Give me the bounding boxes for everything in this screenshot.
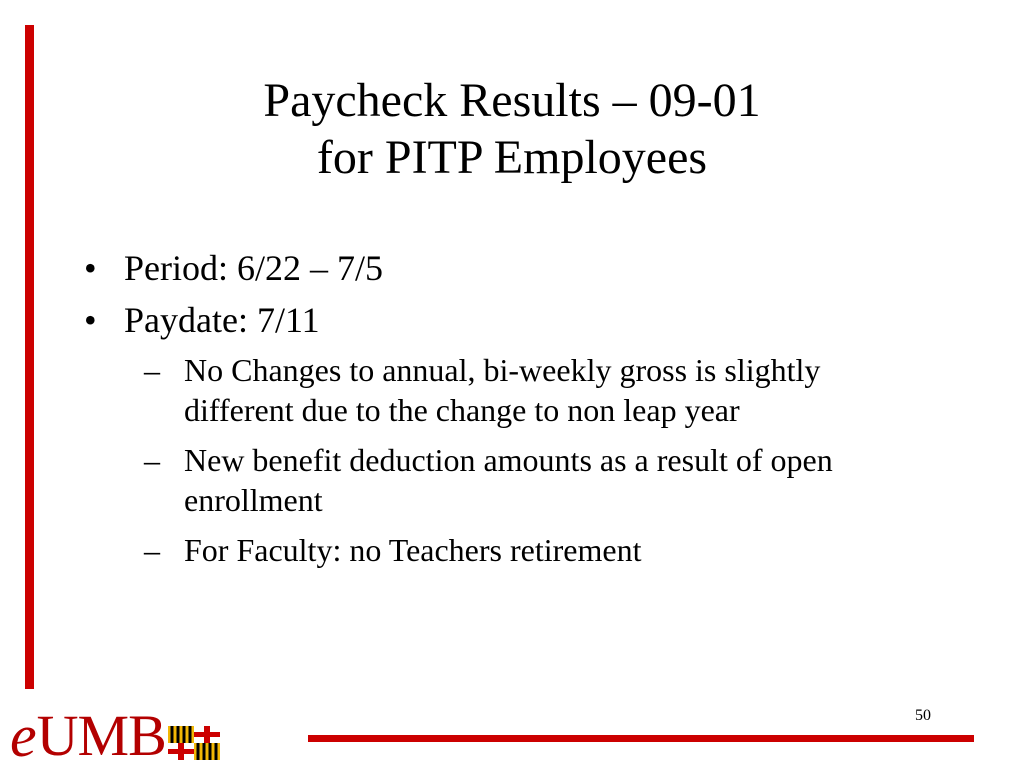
bullet-item bbox=[84, 298, 964, 342]
title-line-2: for PITP Employees bbox=[316, 131, 708, 184]
bullet-symbol: • bbox=[84, 248, 97, 288]
sub-bullet-text: No Changes to annual, bi-weekly gross is slightly different due to the change to non leap year bbox=[184, 352, 821, 428]
sub-bullet-item bbox=[84, 440, 924, 520]
sub-bullet-text: For Faculty: no Teachers retirement bbox=[184, 532, 642, 568]
slide-title bbox=[0, 72, 1024, 186]
dash-symbol: – bbox=[144, 442, 160, 478]
dash-symbol: – bbox=[144, 352, 160, 388]
sub-bullet-list bbox=[84, 350, 964, 570]
sub-bullet-text: New benefit deduction amounts as a result of open enrollment bbox=[184, 442, 833, 518]
bullet-text: Period: 6/22 – 7/5 bbox=[124, 248, 383, 288]
eumb-logo bbox=[10, 700, 220, 769]
bottom-accent-bar bbox=[308, 735, 974, 742]
bullet-symbol: • bbox=[84, 300, 97, 340]
title-line-1: Paycheck Results – 09-01 bbox=[263, 74, 761, 127]
logo-umb: UMB bbox=[36, 703, 166, 768]
sub-bullet-item bbox=[84, 350, 924, 430]
page-number: 50 bbox=[915, 707, 931, 724]
bullet-item bbox=[84, 246, 964, 290]
logo-e: e bbox=[10, 703, 37, 769]
bullet-list bbox=[84, 246, 964, 580]
dash-symbol: – bbox=[144, 532, 160, 568]
maryland-flag-icon bbox=[168, 726, 220, 760]
bullet-text: Paydate: 7/11 bbox=[124, 300, 320, 340]
sub-bullet-item bbox=[84, 530, 924, 570]
